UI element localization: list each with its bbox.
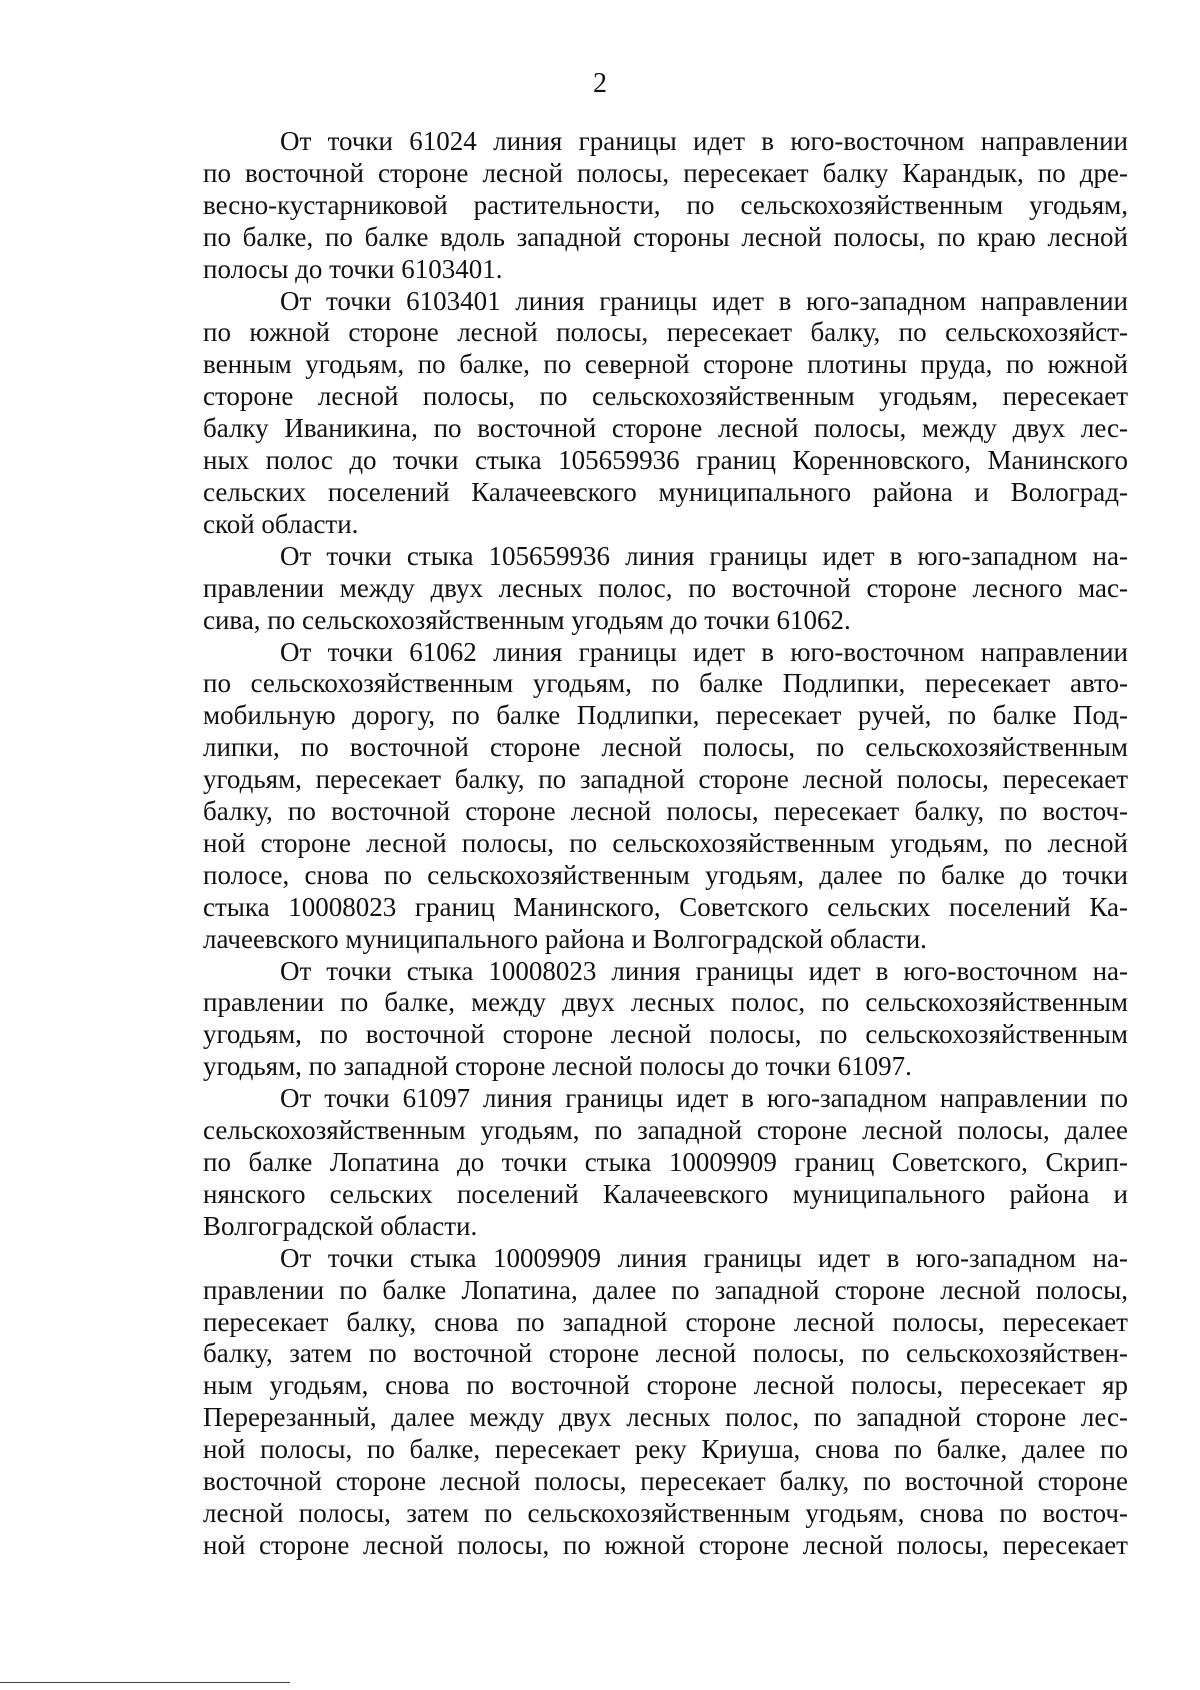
- text-line: От точки 61097 линия границы идет в юго-западном направлении по: [280, 1083, 1128, 1114]
- text-line: мобильную дорогу, по балке Подлипки, пересекает ручей, по балке Под-: [203, 700, 1128, 731]
- text-line: полосы до точки 6103401.: [203, 253, 503, 284]
- text-line: венным угодьям, по балке, по северной стороне плотины пруда, по южной: [203, 349, 1128, 380]
- text-line: сельских поселений Калачеевского муниципального района и Волоград-: [203, 476, 1128, 507]
- text-line: ным угодьям, снова по восточной стороне лесной полосы, пересекает яр: [203, 1370, 1128, 1401]
- text-line: по балке, по балке вдоль западной стороны лесной полосы, по краю лесной: [203, 221, 1128, 252]
- text-line: угодьям, по восточной стороне лесной полосы, по сельскохозяйственным: [203, 1019, 1128, 1050]
- text-line: ной полосы, по балке, пересекает реку Криуша, снова по балке, далее по: [203, 1434, 1128, 1465]
- text-line: сива, по сельскохозяйственным угодьям до точки 61062.: [203, 604, 851, 635]
- paragraph: [203, 541, 1128, 637]
- text-line: липки, по восточной стороне лесной полосы, по сельскохозяйственным: [203, 732, 1128, 763]
- text-line: От точки стыка 105659936 линия границы идет в юго-западном на-: [280, 540, 1128, 571]
- text-line: правлении по балке, между двух лесных полос, по сельскохозяйственным: [203, 987, 1128, 1018]
- text-line: ной стороне лесной полосы, по сельскохозяйственным угодьям, по лесной: [203, 827, 1128, 858]
- text-line: угодьям, по западной стороне лесной полосы до точки 61097.: [203, 1051, 912, 1082]
- text-line: Волгоградской области.: [203, 1210, 478, 1241]
- text-line: стороне лесной полосы, по сельскохозяйственным угодьям, пересекает: [203, 381, 1128, 412]
- text-line: От точки 61024 линия границы идет в юго-восточном направлении: [280, 126, 1128, 156]
- paragraph: [203, 1243, 1128, 1562]
- text-line: ных полос до точки стыка 105659936 границ Коренновского, Манинского: [203, 445, 1128, 476]
- text-line: сельскохозяйственным угодьям, по западной стороне лесной полосы, далее: [203, 1115, 1128, 1146]
- paragraph: [203, 126, 1128, 286]
- scan-edge-line: [0, 1682, 290, 1683]
- text-line: ской области.: [203, 508, 359, 539]
- text-line: по балке Лопатина до точки стыка 10009909 границ Советского, Скрип-: [203, 1147, 1128, 1177]
- text-line: От точки стыка 10009909 линия границы идет в юго-западном на-: [280, 1242, 1128, 1273]
- text-line: нянского сельских поселений Калачеевского муниципального района и: [203, 1178, 1128, 1209]
- text-line: Перерезанный, далее между двух лесных полос, по западной стороне лес-: [203, 1402, 1128, 1433]
- text-line: балку Иваникина, по восточной стороне лесной полосы, между двух лес-: [203, 413, 1128, 444]
- paragraph: [203, 637, 1128, 956]
- text-line: лесной полосы, затем по сельскохозяйственным угодьям, снова по восточ-: [203, 1497, 1128, 1528]
- paragraph: [203, 286, 1128, 541]
- text-line: по южной стороне лесной полосы, пересекает балку, по сельскохозяйст-: [203, 317, 1128, 348]
- text-line: пересекает балку, снова по западной стороне лесной полосы, пересекает: [203, 1306, 1128, 1337]
- text-line: лачеевского муниципального района и Волгоградской области.: [203, 923, 927, 954]
- text-line: по сельскохозяйственным угодьям, по балке Подлипки, пересекает авто-: [203, 668, 1128, 699]
- document-body: [203, 126, 1128, 1562]
- page-number: 2: [593, 68, 607, 99]
- text-line: От точки 61062 линия границы идет в юго-восточном направлении: [280, 636, 1128, 667]
- text-line: ной стороне лесной полосы, по южной стороне лесной полосы, пересекает: [203, 1529, 1128, 1560]
- paragraph: [203, 956, 1128, 1084]
- text-line: полосе, снова по сельскохозяйственным угодьям, далее по балке до точки: [203, 859, 1128, 890]
- text-line: восточной стороне лесной полосы, пересекает балку, по восточной стороне: [203, 1466, 1128, 1497]
- text-line: правлении между двух лесных полос, по восточной стороне лесного мас-: [203, 572, 1128, 603]
- text-line: весно-кустарниковой растительности, по сельскохозяйственным угодьям,: [203, 189, 1128, 220]
- text-line: балку, затем по восточной стороне лесной полосы, по сельскохозяйствен-: [203, 1338, 1128, 1369]
- text-line: правлении по балке Лопатина, далее по западной стороне лесной полосы,: [203, 1274, 1128, 1305]
- text-line: стыка 10008023 границ Манинского, Советского сельских поселений Ка-: [203, 891, 1128, 922]
- text-line: по восточной стороне лесной полосы, пересекает балку Карандык, по дре-: [203, 157, 1128, 188]
- text-line: От точки стыка 10008023 линия границы идет в юго-восточном на-: [280, 955, 1128, 986]
- paragraph: [203, 1083, 1128, 1243]
- text-line: балку, по восточной стороне лесной полосы, пересекает балку, по восточ-: [203, 796, 1128, 827]
- text-line: От точки 6103401 линия границы идет в юго-западном направлении: [280, 285, 1128, 316]
- text-line: угодьям, пересекает балку, по западной стороне лесной полосы, пересекает: [203, 764, 1128, 795]
